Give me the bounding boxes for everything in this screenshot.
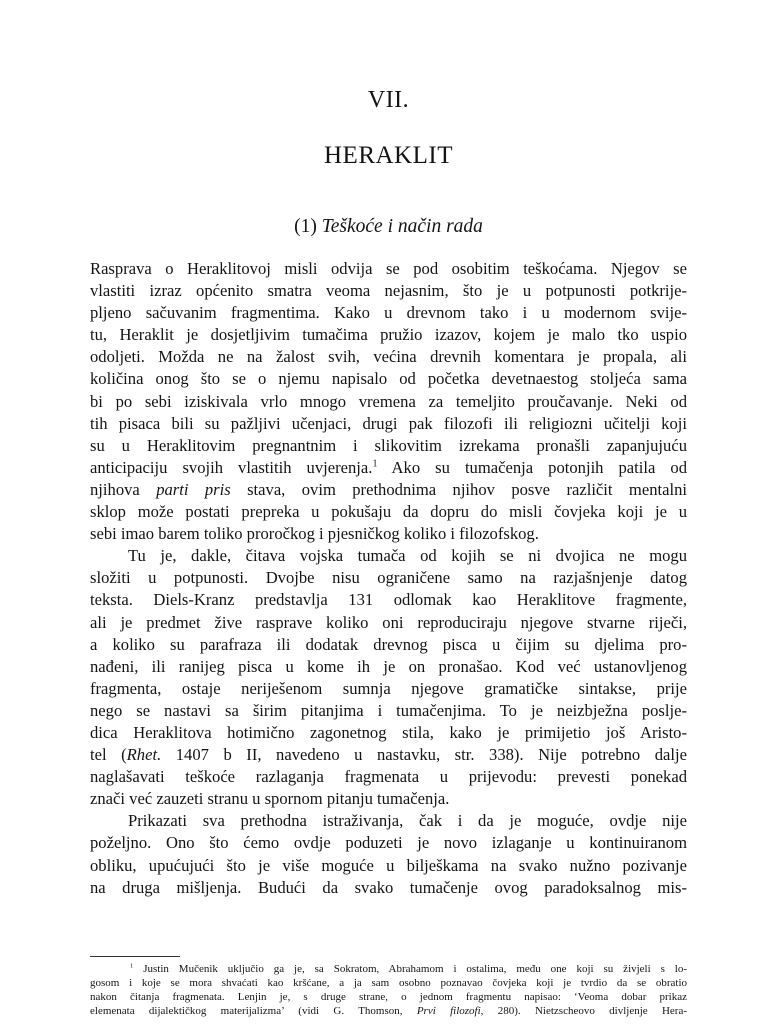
italic-phrase: Rhet.	[126, 745, 162, 765]
italic-phrase: Prvi filozofi	[416, 1005, 481, 1017]
text-line: pljeno sačuvanim fragmentima. Kako u drevnom tako i u modernom svije-	[90, 303, 687, 323]
text-line	[90, 479, 687, 501]
text-line: nađeni, ili ranijeg pisca u kome ih je on pronašao. Kod već ustanovljenog	[90, 656, 687, 676]
footnote	[90, 962, 687, 1018]
book-page	[90, 0, 687, 1024]
text-line: tih pisaca bili su pažljivi učenjaci, drugi pak filozofi ili religiozni učitelji koji	[90, 413, 687, 433]
text-line: a koliko su parafraza ili dodatak drevnog pisca u čijim su djelima pro-	[90, 634, 687, 654]
body-text	[90, 258, 687, 899]
text-segment: stava, ovim prethodnima njihov posve različit mentalni	[230, 479, 687, 499]
text-line: odoljeti. Možda ne na žalost svih, većina drevnih komentara je propala, ali	[90, 347, 687, 367]
text-line: poželjno. Ono što ćemo ovdje poduzeti je novo izlaganje u kontinuiranom	[90, 833, 687, 853]
text-line	[90, 457, 687, 479]
text-line: obliku, upućujući što je više moguće u bilješkama na svako nužno pozivanje	[90, 855, 687, 875]
text-line: nego se nastavi sa širim pitanjima i tumačenjima. To je neizbježna poslje-	[90, 700, 687, 720]
text-line: Tu je, dakle, čitava vojska tumača od kojih se ni dvojica ne mogu	[128, 546, 687, 566]
section-title: Teškoće i način rada	[321, 216, 483, 237]
text-line: fragmenta, ostaje neriješenom sumnja njegove gramatičke sintakse, prije	[90, 678, 687, 698]
text-line: su u Heraklitovim pregnantnim i slikovitim izrekama pronašli zapanjujuću	[90, 435, 687, 455]
section-number: (1)	[294, 216, 317, 237]
chapter-title: HERAKLIT	[324, 142, 453, 169]
text-line: složiti u potpunosti. Dvojbe nisu ograničene samo na razjašnjenje datog	[90, 568, 687, 588]
footnote-segment: Justin Mučenik uključio ga je, sa Sokratom, Abrahamom i ostalima, među one koji su živjeli s lo-	[133, 963, 687, 975]
text-line: bi po sebi iziskivala vrlo mnogo vremena za temeljito proučavanje. Neki od	[90, 391, 687, 411]
section-heading	[90, 216, 687, 238]
footnote-line	[90, 1004, 687, 1018]
footnote-line: gosom i koje se mora shvaćati kao kršćane, a ja sam osobno poznavao čovjeka koji je tvrdio da se obratio	[90, 977, 687, 989]
footnote-line: nakon čitanja fragmenata. Lenjin je, s druge strane, o jednom fragmentu napisao: ‘Veoma dobar prikaz	[90, 991, 687, 1003]
italic-phrase: parti pris	[156, 479, 231, 499]
text-line: znači već zauzeti stranu u spornom pitanju tumačenja.	[90, 789, 450, 809]
text-line: naglašavati teškoće razlaganja fragmenata u prijevodu: prevesti ponekad	[90, 767, 687, 787]
footnote-line	[90, 962, 687, 976]
text-line: vlastiti izraz općenito smatra veoma nejasnim, što je u potpunosti potkrije-	[90, 281, 687, 301]
footnote-ref[interactable]: 1	[372, 458, 378, 470]
text-line: dica Heraklitova hotimično zagonetnog stila, kako je primijetio još Aristo-	[90, 722, 687, 742]
text-line	[90, 744, 687, 766]
footnote-divider	[90, 956, 180, 957]
text-line: sklop može postati prepreka u pokušaju da dopru do misli čovjeka koji je u	[90, 502, 687, 522]
text-line: ali je predmet žive rasprave koliko oni reproduciraju njegove stvarne riječi,	[90, 612, 687, 632]
footnote-segment: , 280). Nietzscheovo divljenje Hera-	[480, 1005, 687, 1017]
text-line: sebi imao barem toliko proročkog i pjesničkog koliko i filozofskog.	[90, 524, 539, 544]
text-segment: 1407 b II, navedeno u nastavku, str. 338). Nije potrebno dalje	[161, 745, 687, 765]
text-segment: Ako su tumačenja potonjih patila od	[377, 457, 687, 477]
text-line: na druga mišljenja. Budući da svako tumačenje ovog paradoksalnog mis-	[90, 877, 687, 897]
chapter-number: VII.	[367, 87, 410, 113]
footnote-marker: 1	[130, 962, 134, 970]
footnote-segment: elemenata dijalektičkog materijalizma’ (vidi G. Thomson,	[90, 1005, 417, 1017]
text-line: Prikazati sva prethodna istraživanja, čak i da je moguće, ovdje nije	[128, 811, 687, 831]
text-line: tu, Heraklit je dosjetljivim tumačima pružio izazov, kojem je malo tko uspio	[90, 325, 687, 345]
text-line: teksta. Diels-Kranz predstavlja 131 odlomak kao Heraklitove fragmente,	[90, 590, 687, 610]
text-line: Rasprava o Heraklitovoj misli odvija se pod osobitim teškoćama. Njegov se	[90, 259, 687, 278]
text-segment: tel (	[90, 745, 127, 765]
text-line: količina onog što se o njemu napisalo od početka devetnaestog stoljeća sama	[90, 369, 687, 389]
text-segment: njihova	[90, 479, 140, 499]
text-segment: anticipaciju svojih vlastitih uvjerenja.	[90, 457, 373, 477]
